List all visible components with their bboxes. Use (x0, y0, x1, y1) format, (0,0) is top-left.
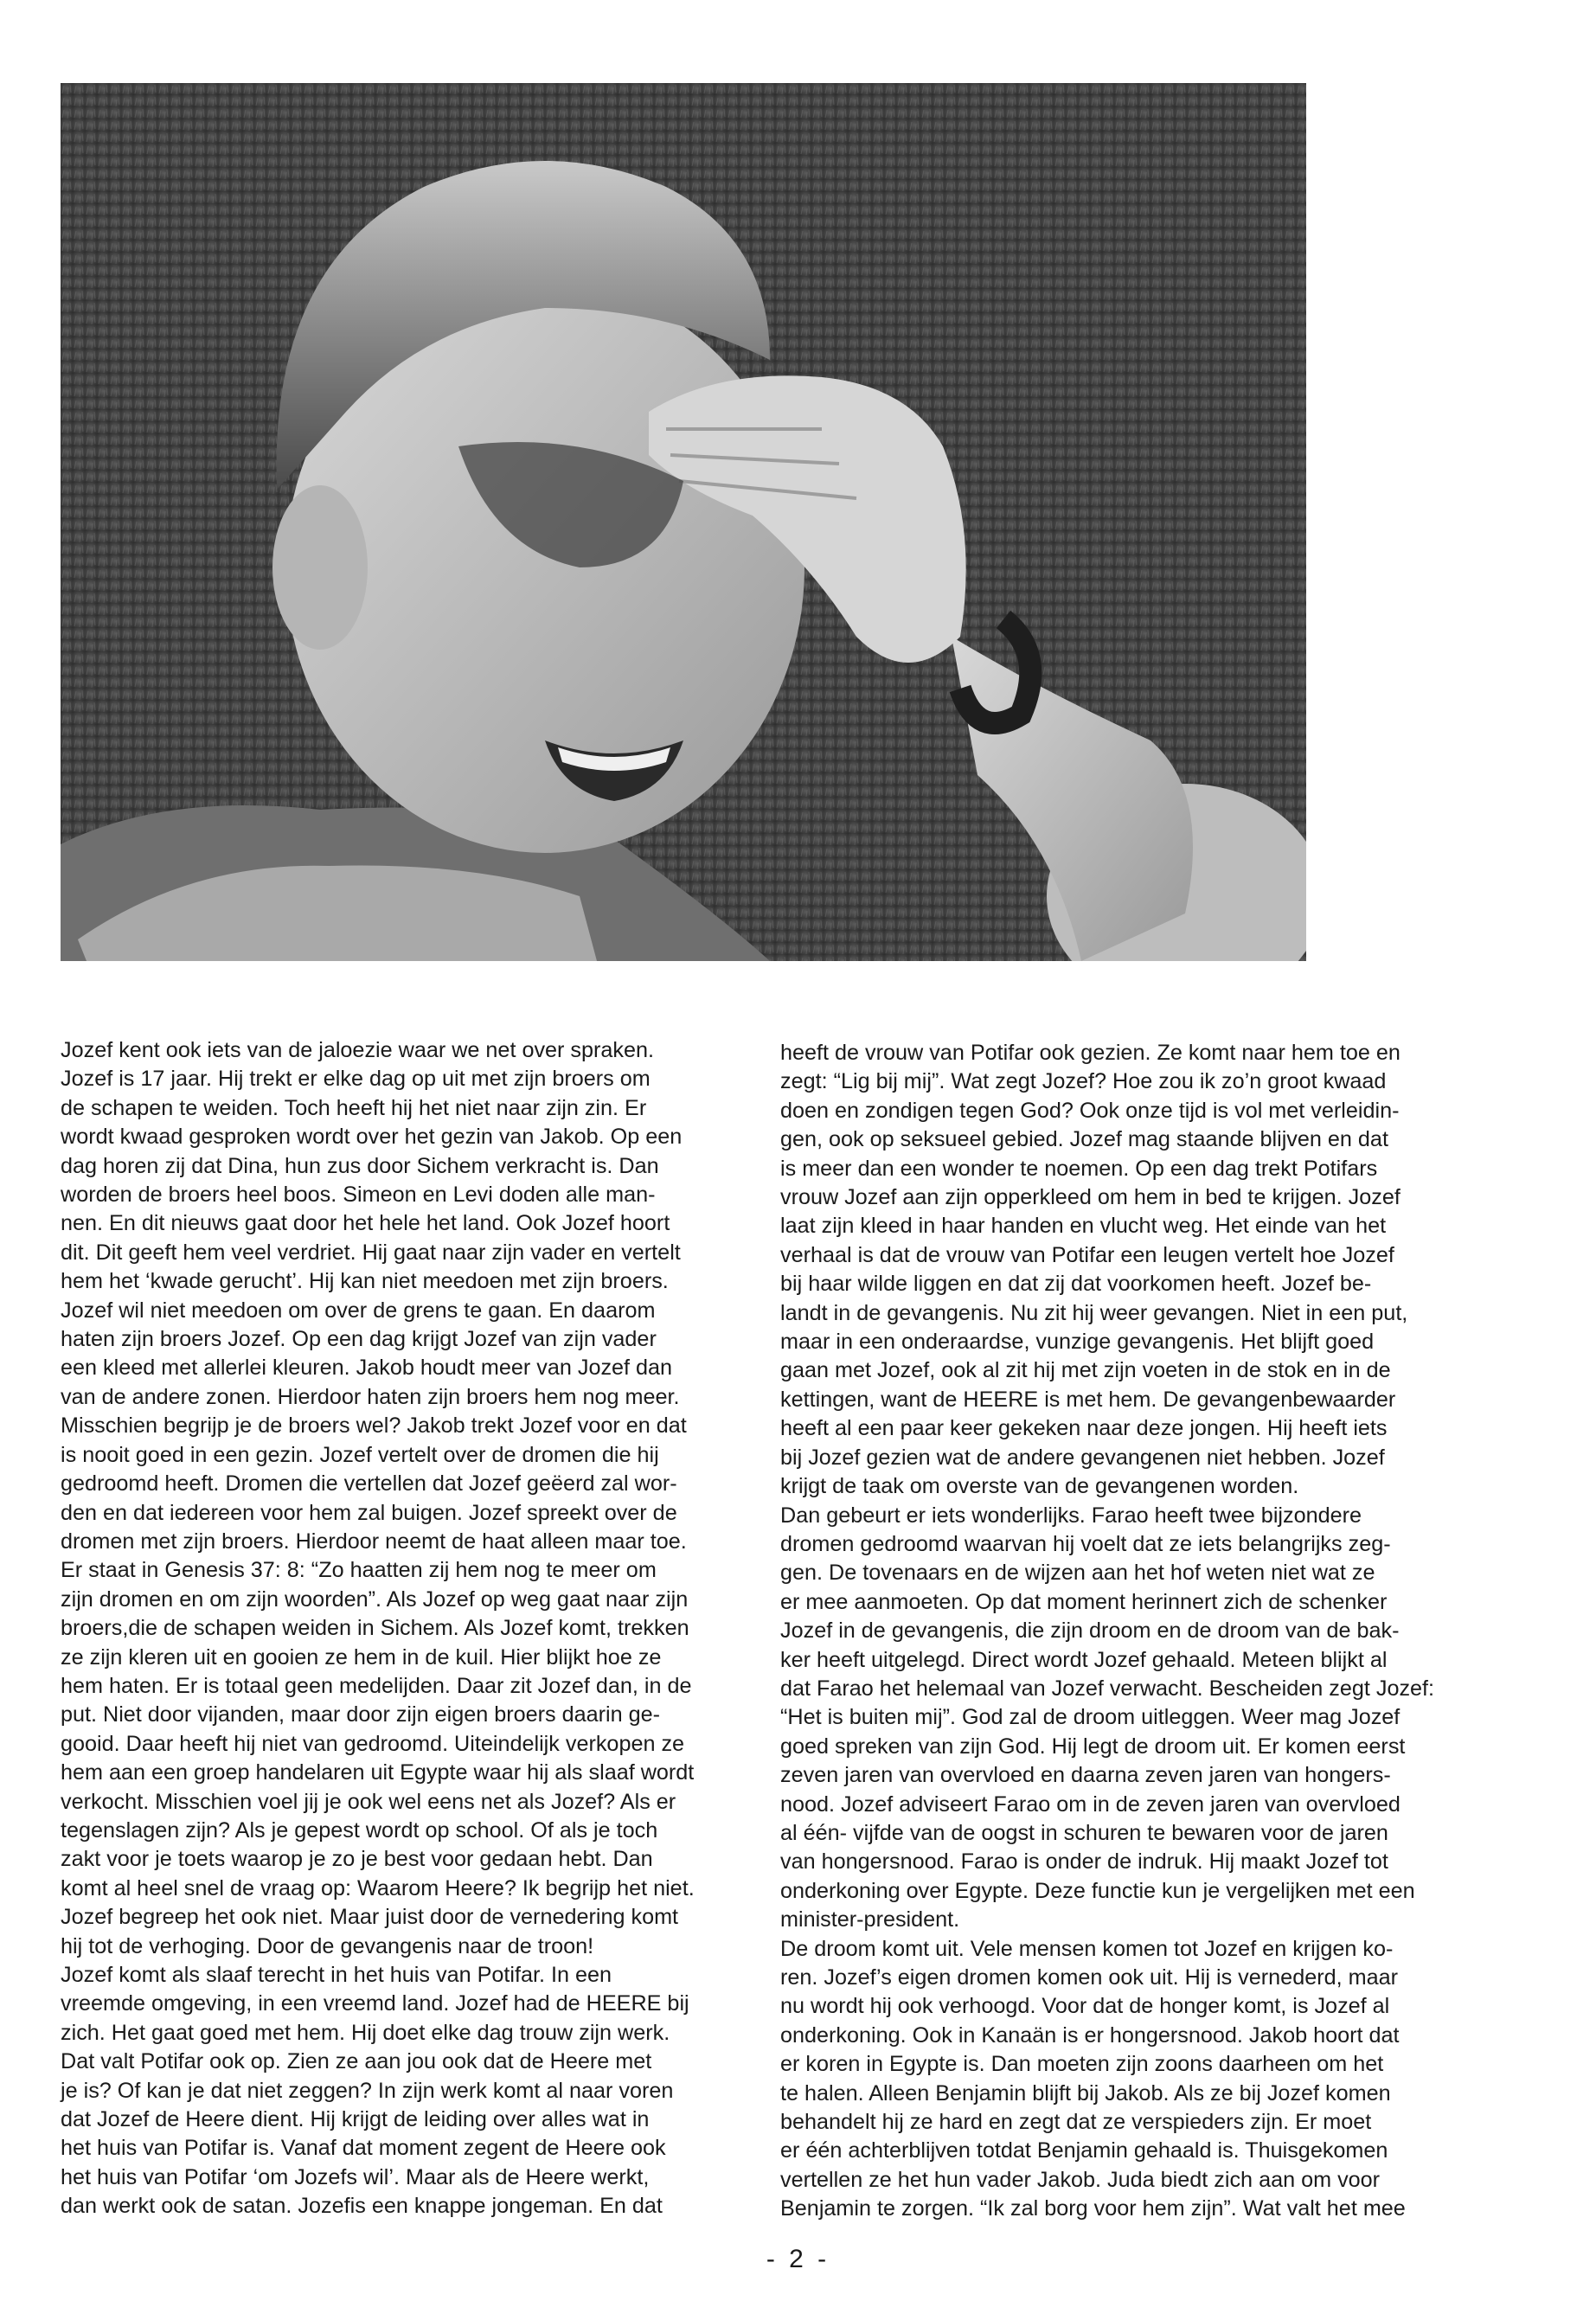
text-line: bij haar wilde liggen en dat zij dat voorkomen heeft. Jozef be- (780, 1272, 1372, 1297)
text-line: Jozef kent ook iets van de jaloezie waar we net over spraken. (61, 1038, 655, 1062)
text-line: Er staat in Genesis 37: 8: “Zo haatten zij hem nog te meer om (61, 1558, 657, 1583)
text-line: vrouw Jozef aan zijn opperkleed om hem in bed te krijgen. Jozef (780, 1185, 1401, 1210)
text-line: Dat valt Potifar ook op. Zien ze aan jou ook dat de Heere met (61, 2049, 652, 2074)
text-line: krijgt de taak om overste van de gevangenen worden. (780, 1474, 1299, 1499)
text-line: dit. Dit geeft hem veel verdriet. Hij gaat naar zijn vader en vertelt (61, 1240, 681, 1265)
text-line: behandelt hij ze hard en zegt dat ze verspieders zijn. Er moet (780, 2110, 1372, 2135)
text-line: haten zijn broers Jozef. Op een dag krijgt Jozef van zijn vader (61, 1327, 657, 1352)
text-line: kettingen, want de HEERE is met hem. De gevangenbewaarder (780, 1387, 1396, 1412)
text-line: onderkoning over Egypte. Deze functie kun je vergelijken met een (780, 1878, 1415, 1903)
text-line: er mee aanmoeten. Op dat moment herinnert zich de schenker (780, 1589, 1388, 1614)
text-line: het huis van Potifar ‘om Jozefs wil’. Maar als de Heere werkt, (61, 2164, 650, 2189)
text-line: “Het is buiten mij”. God zal de droom uitleggen. Weer mag Jozef (780, 1705, 1401, 1730)
text-line: van hongersnood. Farao is onder de indruk. Hij maakt Jozef tot (780, 1849, 1388, 1875)
text-line: maar in een onderaardse, vunzige gevangenis. Het blijft goed (780, 1330, 1375, 1355)
text-line: verkocht. Misschien voel jij je ook wel eens net als Jozef? Als er (61, 1789, 676, 1814)
text-line: is meer dan een wonder te noemen. Op een dag trekt Potifars (780, 1156, 1378, 1181)
text-line: hem aan een groep handelaren uit Egypte waar hij als slaaf wordt (61, 1760, 695, 1785)
text-line: Jozef is 17 jaar. Hij trekt er elke dag op uit met zijn broers om (61, 1067, 651, 1092)
text-line: vertellen ze het hun vader Jakob. Juda biedt zich aan om voor (780, 2167, 1381, 2192)
photo-illustration (61, 83, 1306, 961)
text-line: zich. Het gaat goed met hem. Hij doet elke dag trouw zijn werk. (61, 2020, 670, 2045)
page-number: - 2 - (766, 2245, 830, 2273)
text-line: ren. Jozef’s eigen dromen komen ook uit. Hij is vernederd, maar (780, 1965, 1398, 1990)
text-line: dat Jozef de Heere dient. Hij krijgt de leiding over alles wat in (61, 2107, 650, 2132)
text-line: komt al heel snel de vraag op: Waarom Heere? Ik begrijp het niet. (61, 1875, 695, 1900)
text-line: doen en zondigen tegen God? Ook onze tijd is vol met verleidin- (780, 1098, 1400, 1123)
text-line: dag horen zij dat Dina, hun zus door Sichem verkracht is. Dan (61, 1153, 659, 1178)
text-line: goed spreken van zijn God. Hij legt de droom uit. Er komen eerst (780, 1734, 1406, 1759)
text-line: hem het ‘kwade gerucht’. Hij kan niet meedoen met zijn broers. (61, 1269, 669, 1294)
text-line: zakt voor je toets waarop je zo je best voor gedaan hebt. Dan (61, 1847, 653, 1872)
text-line: Jozef begreep het ook niet. Maar juist door de vernedering komt (61, 1905, 679, 1930)
text-line: den en dat iedereen voor hem zal buigen. Jozef spreekt over de (61, 1500, 677, 1525)
text-line: dan werkt ook de satan. Jozefis een knappe jongeman. En dat (61, 2194, 663, 2219)
text-line: De droom komt uit. Vele mensen komen tot Jozef en krijgen ko- (780, 1936, 1394, 1961)
text-line: heeft al een paar keer gekeken naar deze jongen. Hij heeft iets (780, 1416, 1388, 1441)
text-line: dromen gedroomd waarvan hij voelt dat ze iets belangrijks zeg- (780, 1531, 1391, 1556)
text-line: een kleed met allerlei kleuren. Jakob houdt meer van Jozef dan (61, 1356, 673, 1381)
text-line: je is? Of kan je dat niet zeggen? In zijn werk komt al naar voren (61, 2078, 674, 2103)
text-line: gooid. Daar heeft hij niet van gedroomd. Uiteindelijk verkopen ze (61, 1731, 685, 1756)
text-line: laat zijn kleed in haar handen en vlucht weg. Het einde van het (780, 1214, 1387, 1239)
text-line: heeft de vrouw van Potifar ook gezien. Ze komt naar hem toe en (780, 1041, 1401, 1065)
text-line: bij Jozef gezien wat de andere gevangenen niet hebben. Jozef (780, 1445, 1385, 1470)
text-line: landt in de gevangenis. Nu zit hij weer gevangen. Niet in een put, (780, 1300, 1408, 1325)
text-line: put. Niet door vijanden, maar door zijn eigen broers daarin ge- (61, 1702, 661, 1727)
text-line: ker heeft uitgelegd. Direct wordt Jozef gehaald. Meteen blijkt al (780, 1647, 1388, 1672)
text-line: onderkoning. Ook in Kanaän is er hongersnood. Jakob hoort dat (780, 2022, 1400, 2048)
text-line: al één- vijfde van de oogst in schuren te bewaren voor de jaren (780, 1820, 1388, 1845)
text-line: er één achterblijven totdat Benjamin gehaald is. Thuisgekomen (780, 2138, 1388, 2163)
text-line: gaan met Jozef, ook al zit hij met zijn voeten in de stok en in de (780, 1358, 1391, 1383)
text-line: worden de broers heel boos. Simeon en Levi doden alle man- (61, 1183, 656, 1208)
right-text-column (780, 1039, 1446, 2224)
text-line: te halen. Alleen Benjamin blijft bij Jakob. Als ze bij Jozef komen (780, 2080, 1391, 2106)
text-line: gedroomd heeft. Dromen die vertellen dat Jozef geëerd zal wor- (61, 1471, 677, 1497)
text-line: Dan gebeurt er iets wonderlijks. Farao heeft twee bijzondere (780, 1503, 1362, 1528)
text-line: Misschien begrijp je de broers wel? Jakob trekt Jozef voor en dat (61, 1413, 687, 1439)
text-line: zeven jaren van overvloed en daarna zeven jaren van hongers- (780, 1763, 1391, 1788)
text-line: Jozef in de gevangenis, die zijn droom en de droom van de bak- (780, 1618, 1400, 1644)
left-text-column (61, 1036, 727, 2221)
text-line: zijn dromen en om zijn woorden”. Als Jozef op weg gaat naar zijn (61, 1586, 689, 1612)
text-line: hem haten. Er is totaal geen medelijden. Daar zit Jozef dan, in de (61, 1673, 692, 1698)
text-line: Jozef wil niet meedoen om over de grens te gaan. En daarom (61, 1298, 656, 1323)
text-line: van de andere zonen. Hierdoor haten zijn broers hem nog meer. (61, 1384, 680, 1409)
text-line: broers,die de schapen weiden in Sichem. Als Jozef komt, trekken (61, 1616, 689, 1641)
text-line: het huis van Potifar is. Vanaf dat moment zegent de Heere ook (61, 2136, 666, 2161)
text-line: vreemde omgeving, in een vreemd land. Jozef had de HEERE bij (61, 1991, 689, 2016)
text-line: dat Farao het helemaal van Jozef verwacht. Bescheiden zegt Jozef: (780, 1676, 1435, 1701)
text-line: verhaal is dat de vrouw van Potifar een leugen vertelt hoe Jozef (780, 1242, 1394, 1267)
text-line: Jozef komt als slaaf terecht in het huis van Potifar. In een (61, 1963, 612, 1987)
text-line: minister-president. (780, 1907, 960, 1932)
text-line: hij tot de verhoging. Door de gevangenis naar de troon! (61, 1933, 594, 1958)
text-line: gen, ook op seksueel gebied. Jozef mag staande blijven en dat (780, 1127, 1388, 1152)
text-line: de schapen te weiden. Toch heeft hij het niet naar zijn zin. Er (61, 1095, 647, 1120)
text-line: nood. Jozef adviseert Farao om in de zeven jaren van overvloed (780, 1791, 1401, 1817)
text-line: tegenslagen zijn? Als je gepest wordt op school. Of als je toch (61, 1817, 658, 1843)
ear (272, 485, 368, 650)
text-line: nu wordt hij ook verhoogd. Voor dat de honger komt, is Jozef al (780, 1994, 1390, 2019)
photo-boy-shading-eyes (61, 83, 1306, 961)
text-line: dromen met zijn broers. Hierdoor neemt de haat alleen maar toe. (61, 1529, 687, 1554)
text-line: gen. De tovenaars en de wijzen aan het hof weten niet wat ze (780, 1561, 1375, 1586)
text-line: ze zijn kleren uit en gooien ze hem in de kuil. Hier blijkt hoe ze (61, 1644, 662, 1670)
text-line: Benjamin te zorgen. “Ik zal borg voor hem zijn”. Wat valt het mee (780, 2196, 1406, 2221)
text-line: nen. En dit nieuws gaat door het hele het land. Ook Jozef hoort (61, 1211, 670, 1236)
text-line: wordt kwaad gesproken wordt over het gezin van Jakob. Op een (61, 1125, 683, 1150)
text-line: zegt: “Lig bij mij”. Wat zegt Jozef? Hoe zou ik zo’n groot kwaad (780, 1069, 1387, 1094)
text-line: is nooit goed in een gezin. Jozef vertelt over de dromen die hij (61, 1442, 659, 1467)
text-line: er koren in Egypte is. Dan moeten zijn zoons daarheen om het (780, 2052, 1384, 2077)
